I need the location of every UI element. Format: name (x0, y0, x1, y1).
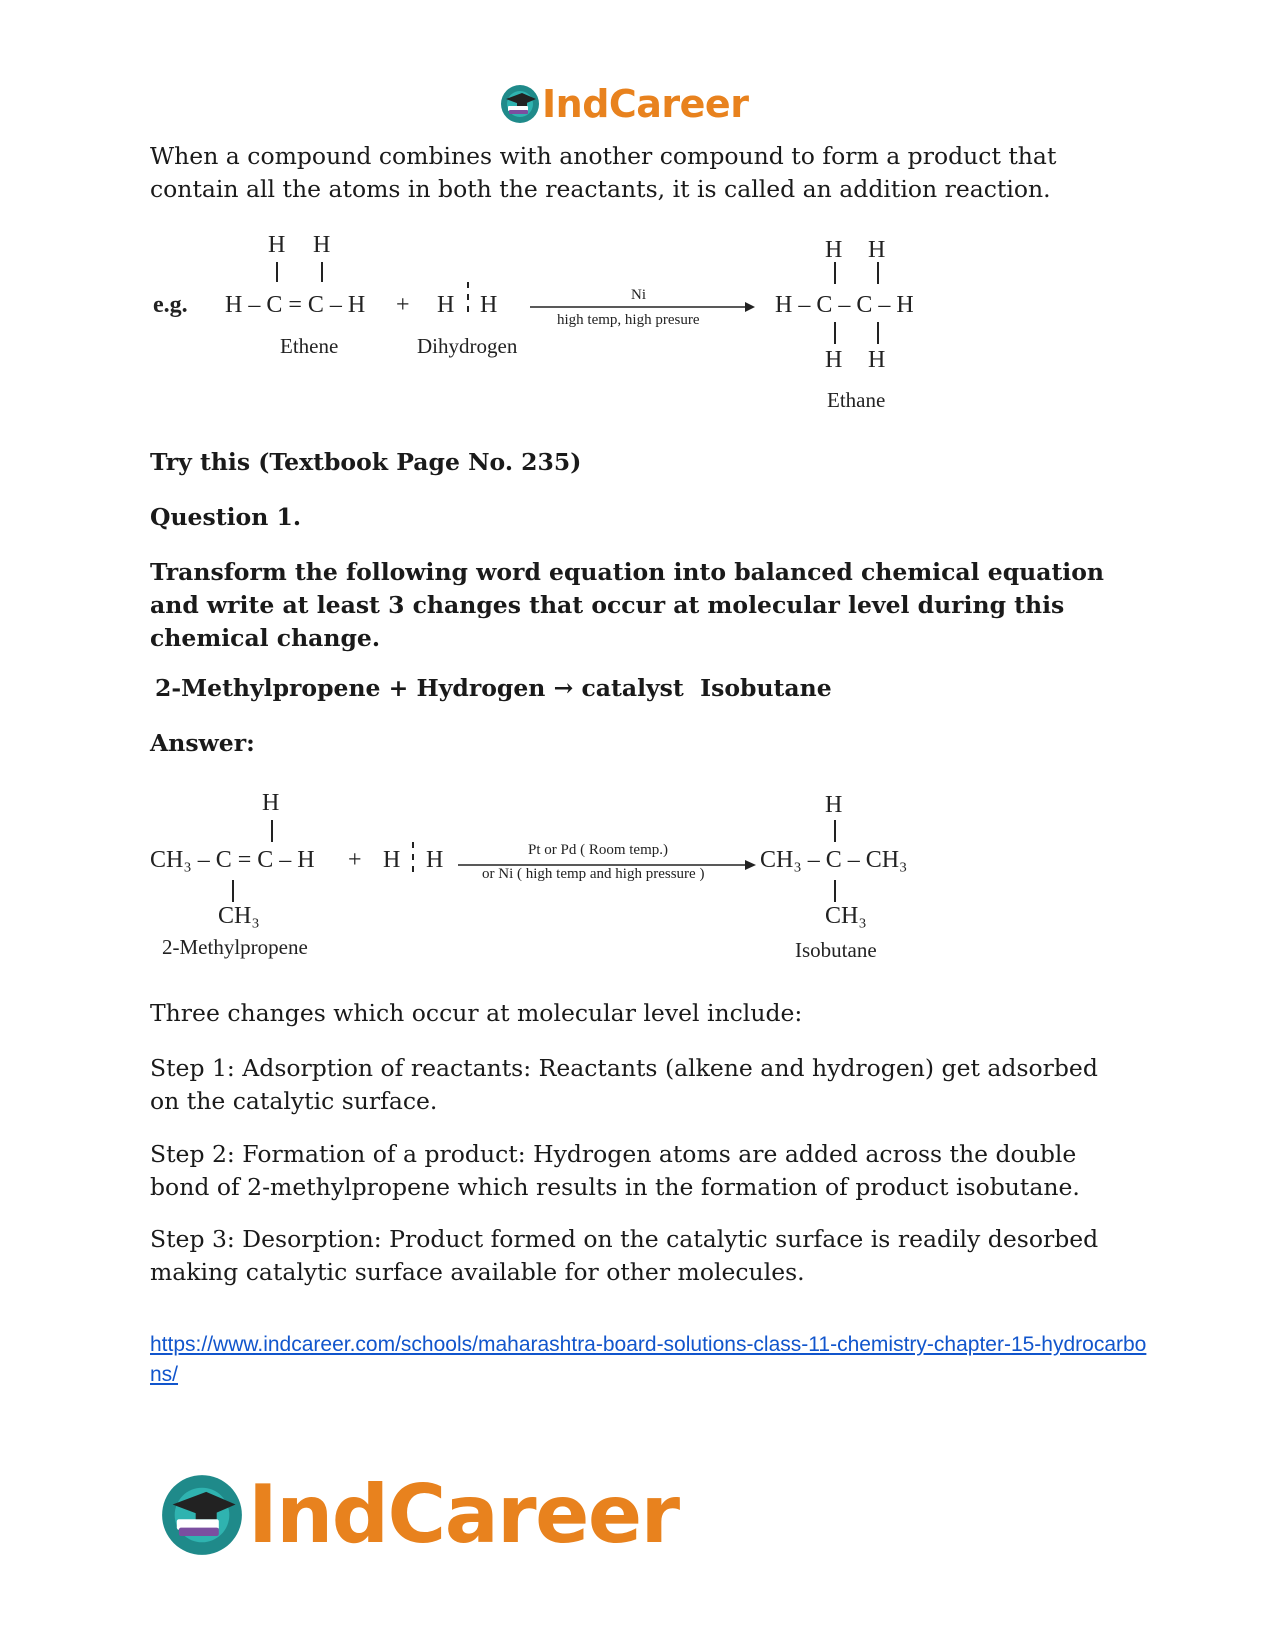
step-1: Step 1: Adsorption of reactants: Reactants (alkene and hydrogen) get adsorbed on the catalytic surface. (150, 1054, 1098, 1115)
brand-wordmark: IndCareer (248, 1468, 679, 1561)
answer-label: Answer: (150, 729, 255, 757)
graduate-cap-logo-icon (500, 84, 540, 124)
answer-h2-right: H (426, 847, 444, 873)
dihydrogen-h-right: H (480, 292, 498, 318)
brand-wordmark: IndCareer (542, 82, 749, 126)
ethene-h-right: H (313, 232, 331, 258)
ethane-h-bottom-left: H (825, 347, 843, 373)
isobutane-h-top: H (825, 792, 843, 818)
word-equation-arrow: → (553, 674, 574, 702)
ethene-label: Ethene (280, 334, 339, 358)
eg-prefix: e.g. (153, 292, 188, 318)
answer-h2-left: H (383, 847, 401, 873)
indcareer-logo-top (500, 82, 748, 126)
source-link[interactable]: https://www.indcareer.com/schools/maharashtra-board-solutions-class-11-chemistry-chapter-15-hydrocarbons/ (150, 1333, 1147, 1386)
answer-plus-sign: + (348, 847, 362, 873)
plus-sign: + (396, 292, 410, 318)
word-equation-right: Isobutane (700, 674, 832, 702)
intro-paragraph: When a compound combines with another compound to form a product that contain all the atoms in both the reactants, it is called an addition reaction. (150, 142, 1057, 203)
dihydrogen-label: Dihydrogen (417, 334, 518, 358)
word-equation-catalyst: catalyst (581, 674, 684, 702)
catalyst-conditions: high temp, high presure (557, 312, 700, 328)
isobutane-ch3-branch: CH₃ (825, 903, 867, 929)
ethene-formula: H – C = C – H (225, 292, 366, 318)
methylpropene-h-top: H (262, 790, 280, 816)
question-text: Transform the following word equation into balanced chemical equation and write at least 3 changes that occur at molecular level during this chemical change. (150, 558, 1104, 652)
answer-catalyst-bottom: or Ni ( high temp and high pressure ) (482, 866, 705, 882)
ethene-h-left: H (268, 232, 286, 258)
graduate-cap-logo-icon (160, 1473, 244, 1557)
changes-intro: Three changes which occur at molecular level include: (150, 999, 803, 1027)
methylpropene-formula: CH₃ – C = C – H (150, 847, 315, 873)
addition-reaction-example (150, 232, 950, 422)
methylpropene-ch3-branch: CH₃ (218, 903, 260, 929)
answer-reaction (150, 790, 970, 980)
methylpropene-label: 2-Methylpropene (162, 935, 308, 959)
ethane-h-top-right: H (868, 237, 886, 263)
ethane-h-top-left: H (825, 237, 843, 263)
ethane-h-bottom-right: H (868, 347, 886, 373)
dihydrogen-h-left: H (437, 292, 455, 318)
try-this-heading: Try this (Textbook Page No. 235) (150, 448, 582, 476)
isobutane-label: Isobutane (795, 938, 877, 962)
answer-catalyst-top: Pt or Pd ( Room temp.) (528, 842, 669, 858)
question-number: Question 1. (150, 503, 301, 531)
ethane-formula: H – C – C – H (775, 292, 914, 318)
word-equation (155, 672, 1135, 705)
word-equation-left: 2-Methylpropene + Hydrogen (155, 674, 546, 702)
ethane-label: Ethane (827, 388, 886, 412)
indcareer-logo-bottom (160, 1470, 679, 1560)
step-2: Step 2: Formation of a product: Hydrogen atoms are added across the double bond of 2-methylpropene which results in the formation of product isobutane. (150, 1140, 1080, 1201)
step-3: Step 3: Desorption: Product formed on the catalytic surface is readily desorbed making catalytic surface available for other molecules. (150, 1225, 1099, 1286)
isobutane-formula: CH₃ – C – CH₃ (760, 847, 908, 873)
catalyst-ni: Ni (631, 287, 646, 303)
